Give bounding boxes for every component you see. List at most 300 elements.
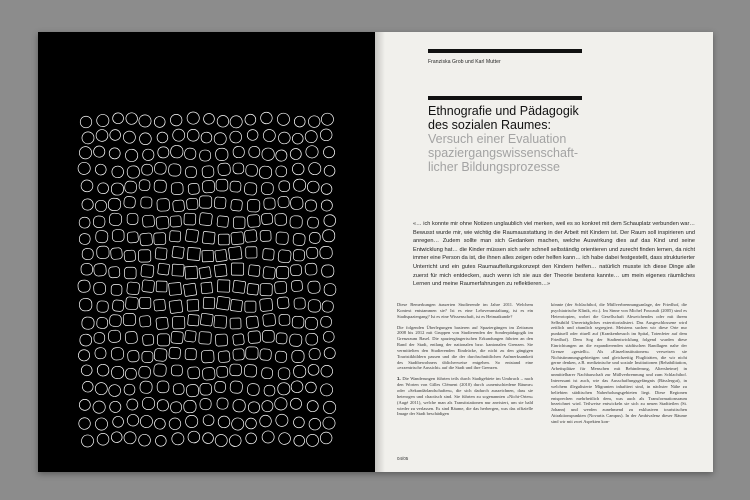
pattern-shape xyxy=(320,246,333,259)
pattern-shape xyxy=(307,181,319,193)
pattern-shape xyxy=(139,233,152,246)
pattern-shape xyxy=(78,350,89,361)
pattern-shape xyxy=(249,146,260,157)
pattern-shape xyxy=(200,383,212,395)
pattern-shape xyxy=(278,250,291,263)
pattern-shape xyxy=(233,399,246,412)
pattern-shape xyxy=(187,247,200,260)
pattern-shape xyxy=(307,401,318,412)
pattern-shape xyxy=(124,432,136,444)
pattern-shape xyxy=(93,216,105,228)
pattern-shape xyxy=(82,317,95,330)
pattern-shape xyxy=(321,365,333,377)
pattern-shape xyxy=(215,334,227,346)
pattern-shape xyxy=(138,250,151,263)
pattern-shape xyxy=(127,214,138,225)
pattern-shape xyxy=(79,418,91,430)
pattern-shape xyxy=(305,130,317,142)
pattern-shape xyxy=(172,264,184,276)
pattern-shape xyxy=(320,384,332,396)
pattern-shape xyxy=(108,330,120,342)
pattern-shape xyxy=(277,297,289,309)
pattern-shape xyxy=(233,280,246,293)
magazine-spread xyxy=(38,32,713,472)
pattern-shape xyxy=(245,418,256,429)
pattern-shape xyxy=(233,217,245,229)
pattern-shape xyxy=(139,434,151,446)
pattern-shape xyxy=(260,230,271,241)
pattern-shape xyxy=(309,418,321,430)
pattern-shape xyxy=(320,432,332,444)
pattern-shape xyxy=(321,265,334,278)
pattern-shape xyxy=(168,164,181,177)
pattern-shape xyxy=(203,415,214,426)
pattern-shape xyxy=(229,435,241,447)
pattern-shape xyxy=(172,200,184,212)
pattern-shape xyxy=(218,163,231,176)
pattern-shape xyxy=(200,150,211,161)
pattern-shape xyxy=(323,147,334,158)
pattern-shape xyxy=(95,200,106,211)
pattern-shape xyxy=(202,250,214,262)
pattern-shape xyxy=(168,282,181,295)
pattern-shape xyxy=(124,250,136,262)
pattern-shape xyxy=(111,347,124,360)
pattern-shape xyxy=(127,350,139,362)
pattern-shape xyxy=(172,246,184,258)
pattern-shape xyxy=(157,334,169,346)
pattern-shape xyxy=(94,146,105,157)
pattern-shape xyxy=(231,199,243,211)
pattern-shape xyxy=(95,383,107,395)
pattern-shape xyxy=(156,281,167,292)
pattern-shape xyxy=(244,182,257,195)
pattern-shape xyxy=(139,315,151,327)
pattern-shape xyxy=(324,214,336,226)
pattern-shape xyxy=(82,435,94,447)
pattern-shape xyxy=(125,331,138,344)
pattern-shape xyxy=(109,315,121,327)
pattern-shape xyxy=(245,301,256,312)
pattern-shape xyxy=(184,148,196,160)
pattern-shape xyxy=(124,384,135,395)
pattern-shape xyxy=(290,398,301,409)
pattern-shape xyxy=(110,130,121,141)
pattern-shape xyxy=(215,148,228,161)
pattern-shape xyxy=(308,281,321,294)
pattern-shape xyxy=(95,348,106,359)
pattern-shape xyxy=(291,280,303,292)
pattern-shape xyxy=(306,434,318,446)
pattern-shape xyxy=(215,249,227,261)
pattern-shape xyxy=(246,347,258,359)
pattern-shape xyxy=(230,381,243,394)
pattern-shape xyxy=(199,332,212,345)
pattern-shape xyxy=(275,351,287,363)
right-page-article xyxy=(375,32,713,472)
pattern-shape xyxy=(141,197,152,208)
pattern-shape xyxy=(139,133,151,145)
intro-quote: «… ich konnte mir ohne Notizen unglaublich viel merken, weil es so konkret mit dem Schauplatz verbunden war… Bewusst wurde mir, wie wichtig die Raumausstattung in der Arbeit mit Kindern ist. Der Raum soll inspirieren und anregen… Zudem sollte man sich Gedanken machen, welche Auswirkung dies auf das Kind und seine Entwicklung hat… die Kinder müssen sich sehr schnell selbständig orientieren und zurecht finden lernen, da nicht immer eine Person da ist, die ihnen alles zeigen oder helfen kann… ich habe dabei festgestellt, dass strukturierter Unterricht und ein gutes Raumaufteilungskonzept den Kindern helfen… natürlich musste ich diese Dinge alle zuerst für mich entdecken, auch wenn ich sie aus der Theorie bestens kannte… um mein eigenes räumliches Lernen und meine Raumerfahrungen zu reflektieren…» xyxy=(413,221,696,288)
pattern-shape xyxy=(188,314,200,326)
pattern-shape xyxy=(113,113,124,124)
pattern-shape xyxy=(262,148,275,161)
pattern-shape xyxy=(277,382,290,395)
pattern-shape xyxy=(309,232,320,243)
page-number: 04/05 xyxy=(397,456,409,461)
pattern-shape xyxy=(97,433,109,445)
pattern-shape xyxy=(109,148,120,159)
pattern-shape xyxy=(305,317,318,330)
pattern-shape xyxy=(155,435,166,446)
pattern-shape xyxy=(217,366,228,377)
left-page-artwork xyxy=(38,32,375,472)
pattern-shape xyxy=(125,368,136,379)
pattern-shape xyxy=(248,402,259,413)
pattern-shape xyxy=(246,433,257,444)
pattern-shape xyxy=(230,318,241,329)
pattern-shape xyxy=(97,246,110,259)
pattern-shape xyxy=(185,229,199,243)
pattern-shape xyxy=(230,181,241,192)
pattern-shape xyxy=(293,179,306,192)
pattern-shape xyxy=(154,116,165,127)
article-subtitle: Versuch einer Evaluation spaziergangswissenschaft- licher Bildungsprozesse xyxy=(428,132,579,174)
pattern-shape xyxy=(293,417,304,428)
pattern-shape xyxy=(142,215,154,227)
page-gutter-shadow xyxy=(375,32,385,472)
pattern-shape xyxy=(247,214,260,227)
pattern-shape xyxy=(82,248,93,259)
pattern-shape xyxy=(158,147,169,158)
pattern-shape xyxy=(279,314,290,325)
pattern-shape xyxy=(323,230,335,242)
pattern-shape xyxy=(201,132,212,143)
pattern-shape xyxy=(217,216,229,228)
pattern-shape xyxy=(293,249,305,261)
pattern-shape xyxy=(245,114,256,125)
paragraph: könnte (der Schlachthof, die Müllverbrennungsanlage, der Friedhof, die psychiatrische Klinik, etc.). Im Sinne von Michel Foucault (2005) sind es Heterotopien, wobei die Gesellschaft Abweichendes oder mit ihrem Selbstbild Unverträgliches exterritorialisiert. Das Ausgeschlossene wird zeitlich und räumlich segregiert. Meistens suchen wir diese Orte nur punktuell oder rituell auf (Krankenbesuch im Spital, Totenfeier auf dem Friedhof). Dem Sog der Stadtentwicklung folgend wurden diese Einrichtungen an die expandierenden städtischen Randlagen nahe der Grenze «gestellt». Als «Einzelinstitutionen» verweisen sie Nichtstimmungsgebietigen und gleichzeitig Flugliträten, die wir nicht gerne denken, z.B. medizinische und soziale Institutionen (Rehabilitation, Arbeitsplätze für Menschen mit Behinderung, Altersheime) in unmittelbarer Nachbarschaft zur Müllverbrennung und zum Schlachthof. Interessant ist auch, wie das Ausschaffungsgefängnis (Bässlergut), in welchem illegalisierte Migranten inhaftiert sind, in nächster Nähe zu beliebten städtischen Naherholungsgebieten liegt. Diese Regionen entsprechen mehrheitlich dem, was auch als Transformationsraum bezeichnet wird. Teilweise entwickeln sie sich zu neuen Stadtteilen (St. Johann) und werden zunehmend zu exklusiven touristischen Attraktionspunkten (Novartis Campus). In der Ambivalenz dieser Räume sind wir mit zwei Aspekten kon- xyxy=(551,302,687,424)
pattern-shape xyxy=(138,366,150,378)
pattern-shape xyxy=(218,351,230,363)
pattern-shape xyxy=(215,381,226,392)
pattern-shape xyxy=(199,196,211,208)
pattern-shape xyxy=(140,381,153,394)
pattern-shape xyxy=(294,298,305,309)
pattern-shape xyxy=(201,350,214,363)
pattern-shape xyxy=(320,316,331,327)
pattern-shape xyxy=(305,200,316,211)
pattern-shape xyxy=(81,180,93,192)
pattern-shape xyxy=(154,418,165,429)
paragraph-text: Die Wanderungen führten teils durch Stadtgebiete im Umbruch – nach den Worten von Gilles Clément (2010) durch «unentschiedene Räume» oder «Sekundärlandschaften», die sich dadurch auszeichnen, dass sie heterogen und chaotisch sind. Sie führten zu sogenannten «Nicht-Orten» (Augé 2011), welche man als Transitstationen nur anvisiert, um sie bald wieder zu verlassen. Es sind Räume, die das herbergen, was das offizielle Image der Stadt beschädigen xyxy=(397,376,533,417)
pattern-shape xyxy=(292,133,303,144)
pattern-shape xyxy=(111,284,122,295)
pattern-shape xyxy=(188,431,200,443)
title-rule xyxy=(428,96,582,100)
pattern-shape xyxy=(203,433,214,444)
pattern-shape xyxy=(95,418,107,430)
pattern-shape xyxy=(292,350,305,363)
pattern-shape xyxy=(171,183,183,195)
pattern-shape xyxy=(308,116,320,128)
pattern-shape xyxy=(233,349,245,361)
pattern-shape xyxy=(81,365,92,376)
pattern-shape xyxy=(97,114,109,126)
pattern-shape xyxy=(169,231,180,242)
pattern-shape xyxy=(263,266,276,279)
pattern-shape xyxy=(305,382,316,393)
pattern-shape xyxy=(82,132,94,144)
pattern-shape xyxy=(202,180,215,193)
pattern-shape xyxy=(109,385,121,397)
pattern-shape xyxy=(262,248,274,260)
pattern-shape xyxy=(247,383,259,395)
pattern-shape xyxy=(305,263,317,275)
pattern-shape xyxy=(260,415,272,427)
pattern-shape xyxy=(228,246,242,260)
pattern-shape xyxy=(202,367,215,380)
pattern-shape xyxy=(187,129,199,141)
pattern-shape xyxy=(294,435,305,446)
pattern-shape xyxy=(126,113,138,125)
pattern-shape xyxy=(323,401,336,414)
pattern-shape xyxy=(202,231,215,244)
pattern-shape xyxy=(127,232,139,244)
pattern-shape xyxy=(81,263,93,275)
pattern-shape xyxy=(93,263,106,276)
pattern-shape xyxy=(142,351,153,362)
pattern-shape xyxy=(140,297,151,308)
pattern-shape xyxy=(78,280,91,293)
pattern-shape xyxy=(202,166,214,178)
pattern-shape xyxy=(321,200,333,212)
pattern-shape xyxy=(112,166,124,178)
pattern-shape xyxy=(80,334,92,346)
pattern-shape xyxy=(186,167,197,178)
pattern-shape xyxy=(323,331,334,342)
pattern-shape xyxy=(93,282,105,294)
pattern-shape xyxy=(248,265,260,277)
pattern-shape xyxy=(324,284,336,296)
pattern-shape xyxy=(185,266,198,279)
pattern-shape xyxy=(290,216,302,228)
pattern-shape xyxy=(127,414,139,426)
pattern-shape xyxy=(276,414,288,426)
pattern-shape xyxy=(276,150,288,162)
pattern-shape xyxy=(154,299,166,311)
pattern-shape xyxy=(186,384,199,397)
pattern-shape xyxy=(293,365,306,378)
pattern-shape xyxy=(279,181,290,192)
pattern-shape xyxy=(187,367,199,379)
pattern-shape xyxy=(185,415,198,428)
pattern-shape xyxy=(259,166,272,179)
pattern-shape xyxy=(264,198,276,210)
pattern-shape xyxy=(156,317,169,330)
pattern-shape xyxy=(127,399,138,410)
pattern-shape xyxy=(79,298,92,311)
pattern-shape xyxy=(321,113,333,125)
section-number: 1. xyxy=(397,376,401,382)
pattern-shape xyxy=(214,315,227,328)
pattern-shape xyxy=(290,197,303,210)
pattern-shape xyxy=(275,213,287,225)
pattern-shape xyxy=(154,180,167,193)
pattern-shape xyxy=(170,402,182,414)
body-column-left xyxy=(397,302,533,422)
pattern-shape xyxy=(170,114,182,126)
pattern-shape xyxy=(109,213,122,226)
pattern-shape xyxy=(141,264,154,277)
pattern-shape xyxy=(98,183,109,194)
pattern-shape xyxy=(171,365,182,376)
pattern-shape xyxy=(274,397,287,410)
pattern-shape xyxy=(262,431,274,443)
pattern-shape xyxy=(187,112,199,124)
pattern-shape xyxy=(112,300,124,312)
pattern-shape xyxy=(217,398,229,410)
header-rule xyxy=(428,49,582,53)
pattern-shape xyxy=(215,434,227,446)
pattern-shape xyxy=(173,383,184,394)
pattern-shape xyxy=(293,233,306,246)
pattern-shape xyxy=(233,146,245,158)
pattern-shape xyxy=(199,212,212,225)
pattern-shape xyxy=(324,347,336,359)
pattern-shape xyxy=(187,299,199,311)
pattern-shape xyxy=(246,164,258,176)
pattern-shape xyxy=(246,316,259,329)
pattern-shape xyxy=(112,230,124,242)
pattern-shape xyxy=(306,333,318,345)
pattern-shape xyxy=(97,301,109,313)
pattern-shape xyxy=(247,199,260,212)
pattern-shape xyxy=(169,418,181,430)
pattern-shape xyxy=(244,229,257,242)
article-title-block xyxy=(428,104,668,174)
pattern-shape xyxy=(172,433,184,445)
pattern-shape xyxy=(140,415,153,428)
pattern-shape xyxy=(308,162,321,175)
pattern-shape xyxy=(308,300,321,313)
pattern-shape xyxy=(244,364,257,377)
pattern-shape xyxy=(216,296,230,310)
pattern-shape xyxy=(125,267,137,279)
pattern-shape xyxy=(289,334,302,347)
author-line: Franziska Grob und Karl Mutter xyxy=(428,59,501,65)
pattern-shape xyxy=(200,313,213,326)
pattern-shape xyxy=(79,146,92,159)
pattern-shape xyxy=(199,267,211,279)
pattern-shape xyxy=(169,347,181,359)
pattern-shape xyxy=(157,198,170,211)
pattern-shape xyxy=(321,184,332,195)
pattern-shape xyxy=(184,213,196,225)
pattern-shape xyxy=(111,183,123,195)
pattern-shape xyxy=(125,149,138,162)
pattern-shape xyxy=(259,298,272,311)
pattern-shape xyxy=(154,233,166,245)
pattern-shape xyxy=(324,165,335,176)
pattern-shape xyxy=(108,198,121,211)
pattern-shape xyxy=(260,284,272,296)
pattern-shape xyxy=(169,300,183,314)
pattern-shape xyxy=(276,266,289,279)
pattern-shape xyxy=(230,131,242,143)
pattern-shape xyxy=(94,332,105,343)
pattern-shape xyxy=(203,113,214,124)
pattern-shape xyxy=(154,364,167,377)
pattern-shape xyxy=(93,401,106,414)
pattern-shape xyxy=(290,265,301,276)
pattern-shape xyxy=(184,400,196,412)
pattern-shape xyxy=(294,116,305,127)
pattern-shape xyxy=(96,317,108,329)
pattern-shape xyxy=(124,196,136,208)
pattern-shape xyxy=(277,113,289,125)
pattern-shape xyxy=(306,146,318,158)
pattern-shape xyxy=(263,330,275,342)
pattern-shape xyxy=(276,333,287,344)
pattern-shape xyxy=(233,163,244,174)
pattern-shape xyxy=(276,232,289,245)
pattern-shape xyxy=(217,280,230,293)
article-title: Ethnografie und Pädagogik des sozialen Raumes: xyxy=(428,104,579,132)
pattern-shape xyxy=(82,199,94,211)
pattern-shape xyxy=(320,129,332,141)
pattern-shape xyxy=(184,330,196,342)
pattern-shape xyxy=(170,216,181,227)
pattern-shape xyxy=(308,364,319,375)
pattern-shape xyxy=(171,331,184,344)
pattern-shape xyxy=(170,145,183,158)
pattern-shape xyxy=(172,316,185,329)
pattern-shape xyxy=(309,348,321,360)
pattern-shape xyxy=(142,280,155,293)
pattern-shape xyxy=(292,163,304,175)
pattern-shape xyxy=(186,198,198,210)
pattern-shape xyxy=(291,381,303,393)
pattern-shape xyxy=(263,129,275,141)
pattern-shape xyxy=(214,197,226,209)
pattern-shape xyxy=(322,301,334,313)
pattern-shape xyxy=(142,334,154,346)
pattern-shape xyxy=(96,129,108,141)
pattern-shape xyxy=(155,248,167,260)
pattern-shape xyxy=(218,234,229,245)
pattern-shape xyxy=(230,116,242,128)
pattern-shape xyxy=(125,297,138,310)
pattern-shape xyxy=(79,217,90,228)
pattern-shape xyxy=(158,263,170,275)
pattern-shape xyxy=(231,232,244,245)
pattern-shape xyxy=(278,368,290,380)
pattern-shape xyxy=(142,397,155,410)
pattern-shape xyxy=(156,216,169,229)
pattern-shape xyxy=(279,433,291,445)
pattern-shape xyxy=(307,247,318,258)
pattern-shape xyxy=(203,297,215,309)
pattern-shape xyxy=(260,349,272,361)
pattern-shape xyxy=(79,399,90,410)
pattern-shape xyxy=(217,115,229,127)
pattern-shape xyxy=(157,399,169,411)
pattern-shape xyxy=(139,115,151,127)
pattern-shape xyxy=(233,334,245,346)
pattern-shape xyxy=(157,381,169,393)
pattern-shape xyxy=(292,316,304,328)
